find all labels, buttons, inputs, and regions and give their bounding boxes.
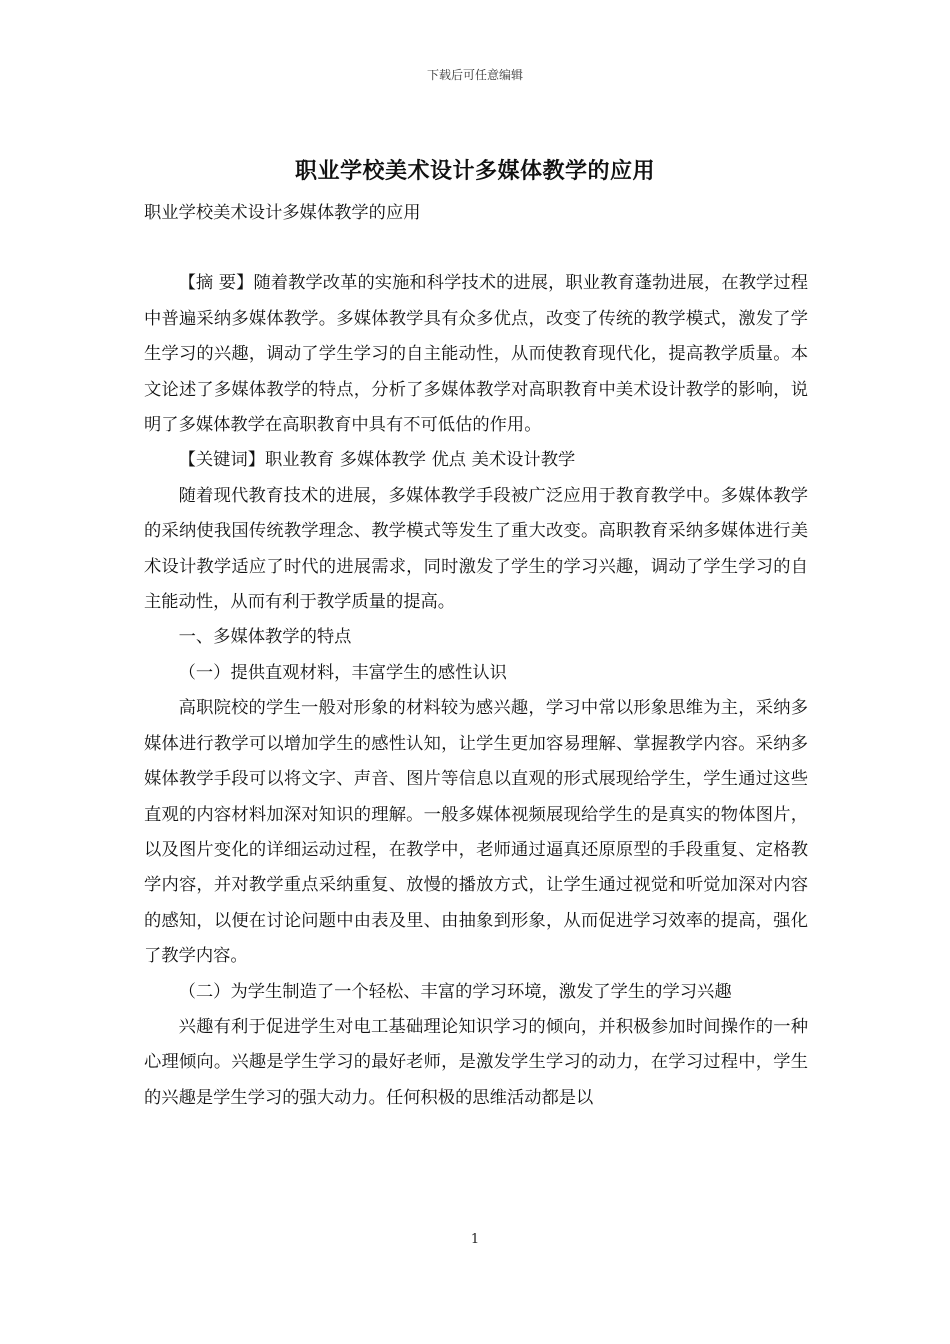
section-heading-1: 一、多媒体教学的特点 <box>178 627 352 648</box>
abstract-paragraph: 【摘 要】随着教学改革的实施和科学技术的进展，职业教育蓬勃进展，在教学过程中普遍采纳多媒体教学。多媒体教学具有众多优点，改变了传统的教学模式，激发了学生学习的兴趣，调动了学生学习的自主能动性，从而使教育现代化，提高教学质量。本文论述了多媒体教学的特点，分析了多媒体教学对高职教育中美术设计教学的影响，说明了多媒体教学在高职教育中具有不可低估的作用。 <box>144 273 808 436</box>
document-title: 职业学校美术设计多媒体教学的应用 <box>294 158 655 184</box>
keywords-paragraph: 【关键词】职业教育 多媒体教学 优点 美术设计教学 <box>178 450 576 471</box>
subsection-heading-1: （一）提供直观材料，丰富学生的感性认识 <box>178 662 507 683</box>
intro-paragraph: 随着现代教育技术的进展，多媒体教学手段被广泛应用于教育教学中。多媒体教学的采纳使我国传统教学理念、教学模式等发生了重大改变。高职教育采纳多媒体进行美术设计教学适应了时代的进展需求，同时激发了学生的学习兴趣，调动了学生学习的自主能动性，从而有利于教学质量的提高。 <box>144 485 808 613</box>
body-paragraph-1: 高职院校的学生一般对形象的材料较为感兴趣，学习中常以形象思维为主，采纳多媒体进行教学可以增加学生的感性认知，让学生更加容易理解、掌握教学内容。采纳多媒体教学手段可以将文字、声音、图片等信息以直观的形式展现给学生，学生通过这些直观的内容材料加深对知识的理解。一般多媒体视频展现给学生的是真实的物体图片，以及图片变化的详细运动过程，在教学中，老师通过逼真还原原型的手段重复、定格教学内容，并对教学重点采纳重复、放慢的播放方式，让学生通过视觉和听觉加深对内容的感知，以便在讨论问题中由表及里、由抽象到形象，从而促进学习效率的提高，强化了教学内容。 <box>144 698 808 967</box>
page-header: 下载后可任意编辑 <box>426 68 523 82</box>
document-body <box>144 196 808 1116</box>
subsection-heading-2: （二）为学生制造了一个轻松、丰富的学习环境，激发了学生的学习兴趣 <box>178 981 732 1002</box>
document-subtitle: 职业学校美术设计多媒体教学的应用 <box>144 203 421 223</box>
page-number: 1 <box>470 1232 480 1247</box>
body-paragraph-2: 兴趣有利于促进学生对电工基础理论知识学习的倾向，并积极参加时间操作的一种心理倾向。兴趣是学生学习的最好老师，是激发学生学习的动力，在学习过程中，学生的兴趣是学生学习的强大动力。任何积极的思维活动都是以 <box>144 1016 808 1108</box>
